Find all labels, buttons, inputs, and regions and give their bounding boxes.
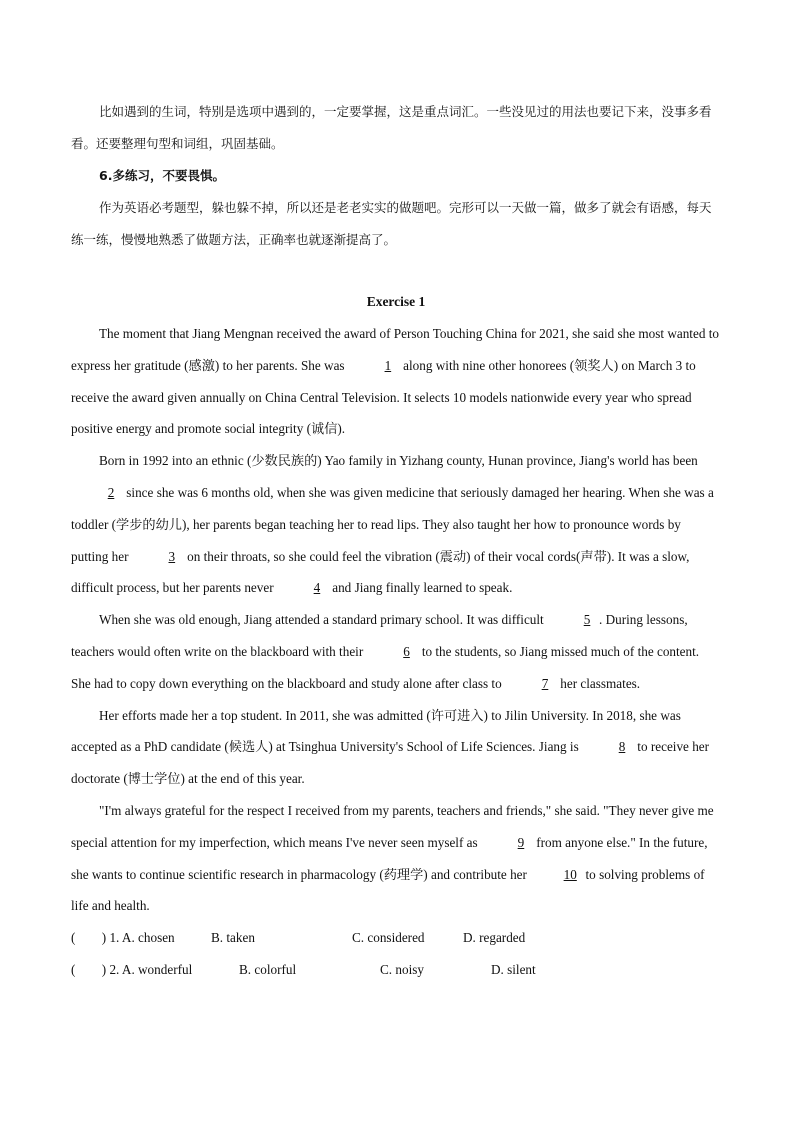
- blank-1[interactable]: 1: [384, 357, 392, 373]
- passage-text: from anyone else." In the future, she wants to continue scientific research in pharmacology (药理学) and contribute her: [71, 834, 708, 882]
- question-2-option-a[interactable]: ( ) 2. A. wonderful: [71, 962, 193, 978]
- section-heading-6: 6.多练习，不要畏惧。: [99, 168, 225, 183]
- question-2-option-c[interactable]: C. noisy: [380, 962, 424, 978]
- question-1-option-a[interactable]: ( ) 1. A. chosen: [71, 930, 175, 946]
- passage-text: . During lessons, teachers would often write on the blackboard with their: [71, 612, 688, 659]
- passage-paragraph-2: [71, 445, 721, 604]
- intro-paragraph-1: 比如遇到的生词，特别是选项中遇到的，一定要掌握，这是重点词汇。一些没见过的用法也要记下来，没事多看看。还要整理句型和词组，巩固基础。: [71, 104, 712, 151]
- passage-paragraph-3: [71, 604, 721, 699]
- passage-text: When she was old enough, Jiang attended a standard primary school. It was difficult: [99, 612, 544, 628]
- passage-text: her classmates.: [560, 675, 641, 691]
- blank-9[interactable]: 9: [517, 834, 525, 850]
- passage-text: The moment that Jiang Mengnan received the award of Person Touching China for 2021, she said she most wanted to express her gratitude (感激) to her parents. She was: [71, 326, 719, 373]
- question-1-option-b[interactable]: B. taken: [211, 930, 255, 946]
- blank-4[interactable]: 4: [313, 580, 321, 596]
- intro-paragraph-2: 作为英语必考题型，躲也躲不掉，所以还是老老实实的做题吧。完形可以一天做一篇，做多了就会有语感，每天练一练，慢慢地熟悉了做题方法，正确率也就逐渐提高了。: [71, 200, 712, 247]
- blank-10[interactable]: 10: [563, 866, 577, 882]
- passage-text: since she was 6 months old, when she was given medicine that seriously damaged her hearing. When she was a toddler (学步的幼儿), her parents began teaching her to read lips. They also taught her how to pronounce words by putting her: [71, 484, 714, 564]
- passage-text: along with nine other honorees (领奖人) on March 3 to receive the award given annually on China Central Television. It selects 10 models nationwide every year who spread positive energy and promote social integrity (诚信).: [71, 357, 696, 437]
- blank-6[interactable]: 6: [403, 643, 410, 659]
- exercise-title: Exercise 1: [366, 294, 426, 309]
- passage-text: and Jiang finally learned to speak.: [332, 580, 513, 596]
- passage-text: to receive her doctorate (博士学位) at the end of this year.: [71, 739, 710, 787]
- passage-text: Her efforts made her a top student. In 2011, she was admitted (许可进入) to Jilin University. In 2018, she was accepted as a PhD candidate (候选人) at Tsinghua University's School of Life Sciences. Jiang is: [71, 707, 681, 755]
- blank-7[interactable]: 7: [541, 675, 549, 691]
- blank-3[interactable]: 3: [168, 548, 176, 564]
- question-2-option-d[interactable]: D. silent: [491, 962, 536, 978]
- passage-text: Born in 1992 into an ethnic (少数民族的) Yao family in Yizhang county, Hunan province, Jiang's world has been: [99, 453, 698, 469]
- passage-paragraph-1: [71, 318, 721, 445]
- question-1-option-d[interactable]: D. regarded: [463, 930, 526, 946]
- question-2-options: [71, 954, 721, 986]
- passage-paragraph-5: [71, 795, 721, 922]
- document-page: [71, 96, 721, 986]
- passage-text: to the students, so Jiang missed much of the content. She had to copy down everything on the blackboard and study alone after class to: [71, 643, 700, 691]
- passage-paragraph-4: [71, 700, 721, 795]
- blank-2[interactable]: 2: [107, 484, 115, 500]
- blank-5[interactable]: 5: [583, 612, 591, 628]
- passage-text: to solving problems of life and health.: [71, 866, 705, 914]
- question-1-options: [71, 922, 721, 954]
- passage-text: on their throats, so she could feel the vibration (震动) of their vocal cords(声带). It was a slow, difficult process, but her parents never: [71, 548, 690, 596]
- passage-text: "I'm always grateful for the respect I received from my parents, teachers and friends," she said. "They never give me special attention for my imperfection, which means I've never seen myself as: [71, 802, 714, 850]
- question-1-option-c[interactable]: C. considered: [352, 930, 425, 946]
- blank-8[interactable]: 8: [618, 739, 626, 755]
- question-2-option-b[interactable]: B. colorful: [239, 962, 297, 978]
